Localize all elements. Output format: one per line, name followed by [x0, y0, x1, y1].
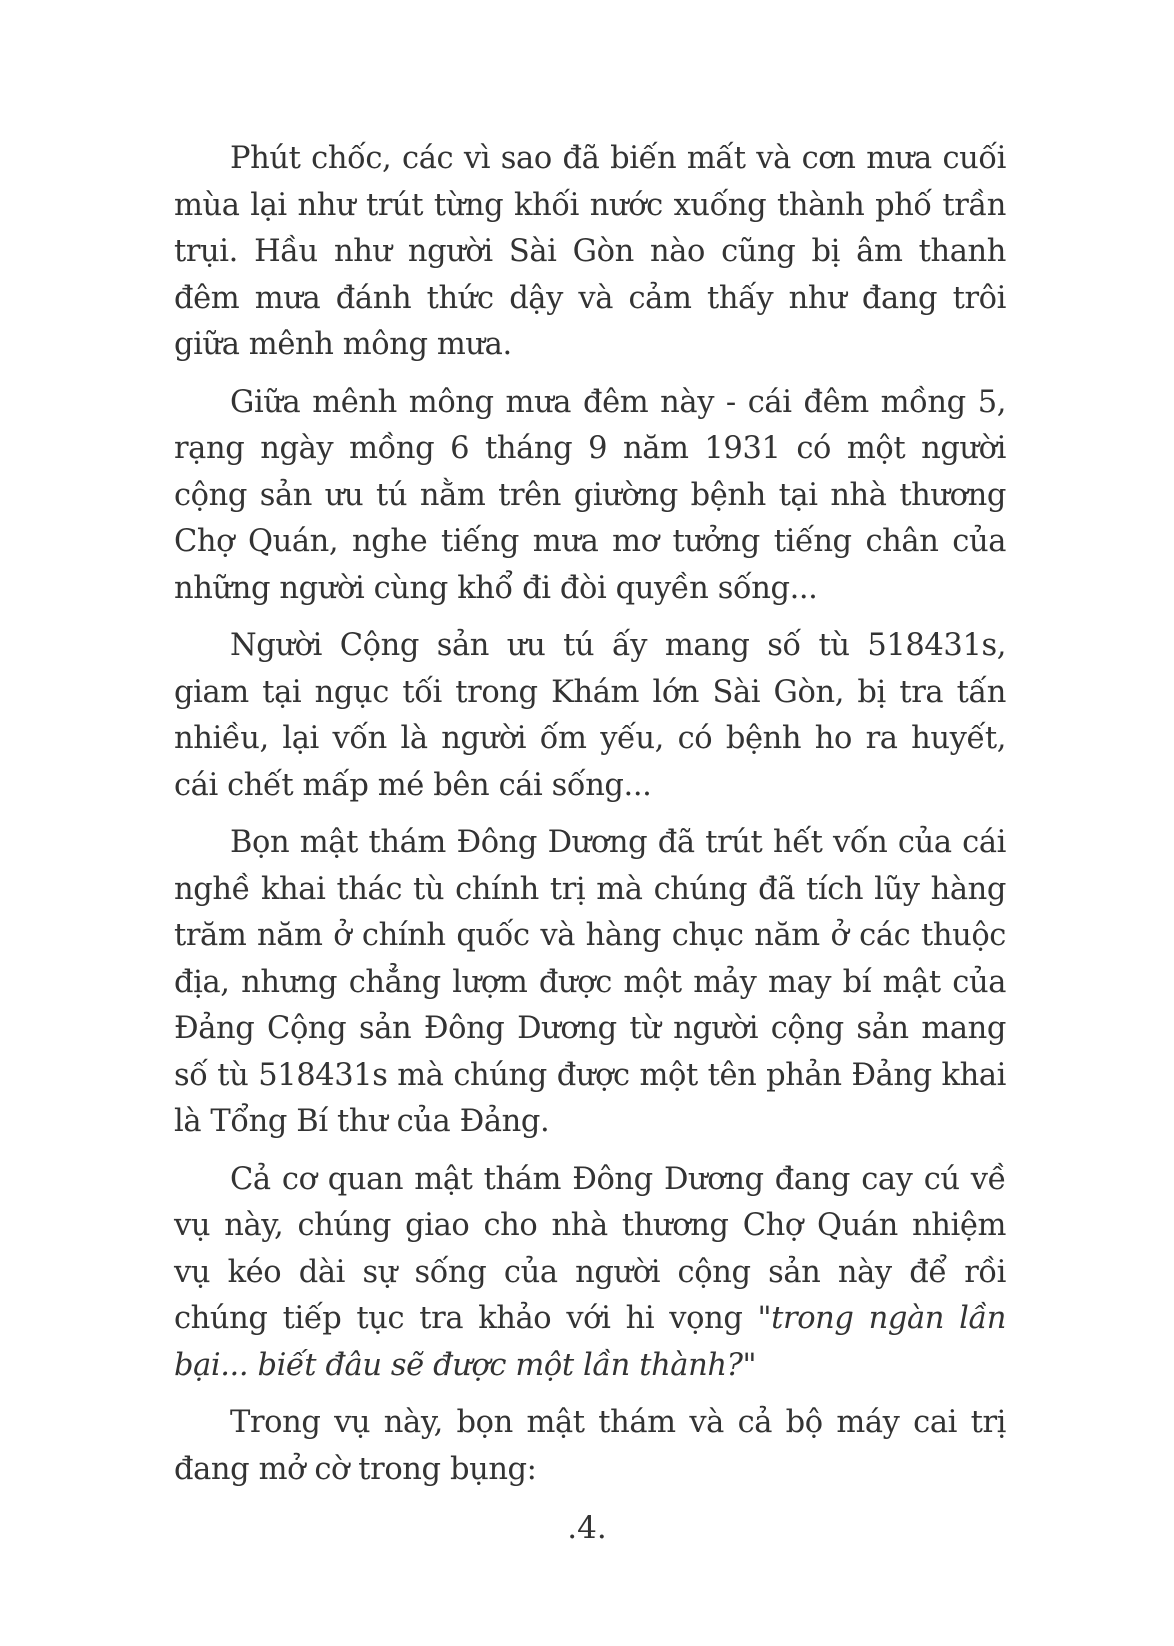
- paragraph-6-text: Trong vụ này, bọn mật thám và cả bộ máy cai trị đang mở cờ trong bụng:: [174, 1405, 1006, 1487]
- paragraph-4: [174, 820, 1006, 1146]
- paragraph-2-text: Giữa mênh mông mưa đêm này - cái đêm mồng 5, rạng ngày mồng 6 tháng 9 năm 1931 có một người cộng sản ưu tú nằm trên giường bệnh tại nhà thương Chợ Quán, nghe tiếng mưa mơ tưởng tiếng chân của những người cùng khổ đi đòi quyền sống...: [174, 384, 1006, 606]
- paragraph-5-text: Cả cơ quan mật thám Đông Dương đang cay cú về vụ này, chúng giao cho nhà thương Chợ Quán nhiệm vụ kéo dài sự sống của người cộng sản này để rồi chúng tiếp tục tra khảo với hi vọng: [174, 1161, 1006, 1336]
- paragraph-5: [174, 1157, 1006, 1390]
- page-number: .4.: [567, 1510, 607, 1546]
- paragraph-1: [174, 136, 1006, 369]
- paragraph-6: [174, 1400, 1006, 1493]
- paragraph-5-quote: "trong ngàn lần bại... biết đâu sẽ được một lần thành?": [174, 1301, 1006, 1383]
- paragraph-3: [174, 623, 1006, 809]
- paragraph-3-text: Người Cộng sản ưu tú ấy mang số tù 518431s, giam tại ngục tối trong Khám lớn Sài Gòn, bị tra tấn nhiều, lại vốn là người ốm yếu, có bệnh ho ra huyết, cái chết mấp mé bên cái sống...: [174, 628, 1006, 803]
- paragraph-4-text: Bọn mật thám Đông Dương đã trút hết vốn của cái nghề khai thác tù chính trị mà chúng đã tích lũy hàng trăm năm ở chính quốc và hàng chục năm ở các thuộc địa, nhưng chẳng lượm được một mảy may bí mật của Đảng Cộng sản Đông Dương từ người cộng sản mang số tù 518431s mà chúng được một tên phản Đảng khai là Tổng Bí thư của Đảng.: [174, 825, 1006, 1139]
- paragraph-2: [174, 380, 1006, 613]
- body-text: [174, 136, 1006, 1504]
- paragraph-1-text: Phút chốc, các vì sao đã biến mất và cơn mưa cuối mùa lại như trút từng khối nước xuống thành phố trần trụi. Hầu như người Sài Gòn nào cũng bị âm thanh đêm mưa đánh thức dậy và cảm thấy như đang trôi giữa mênh mông mưa.: [174, 141, 1006, 362]
